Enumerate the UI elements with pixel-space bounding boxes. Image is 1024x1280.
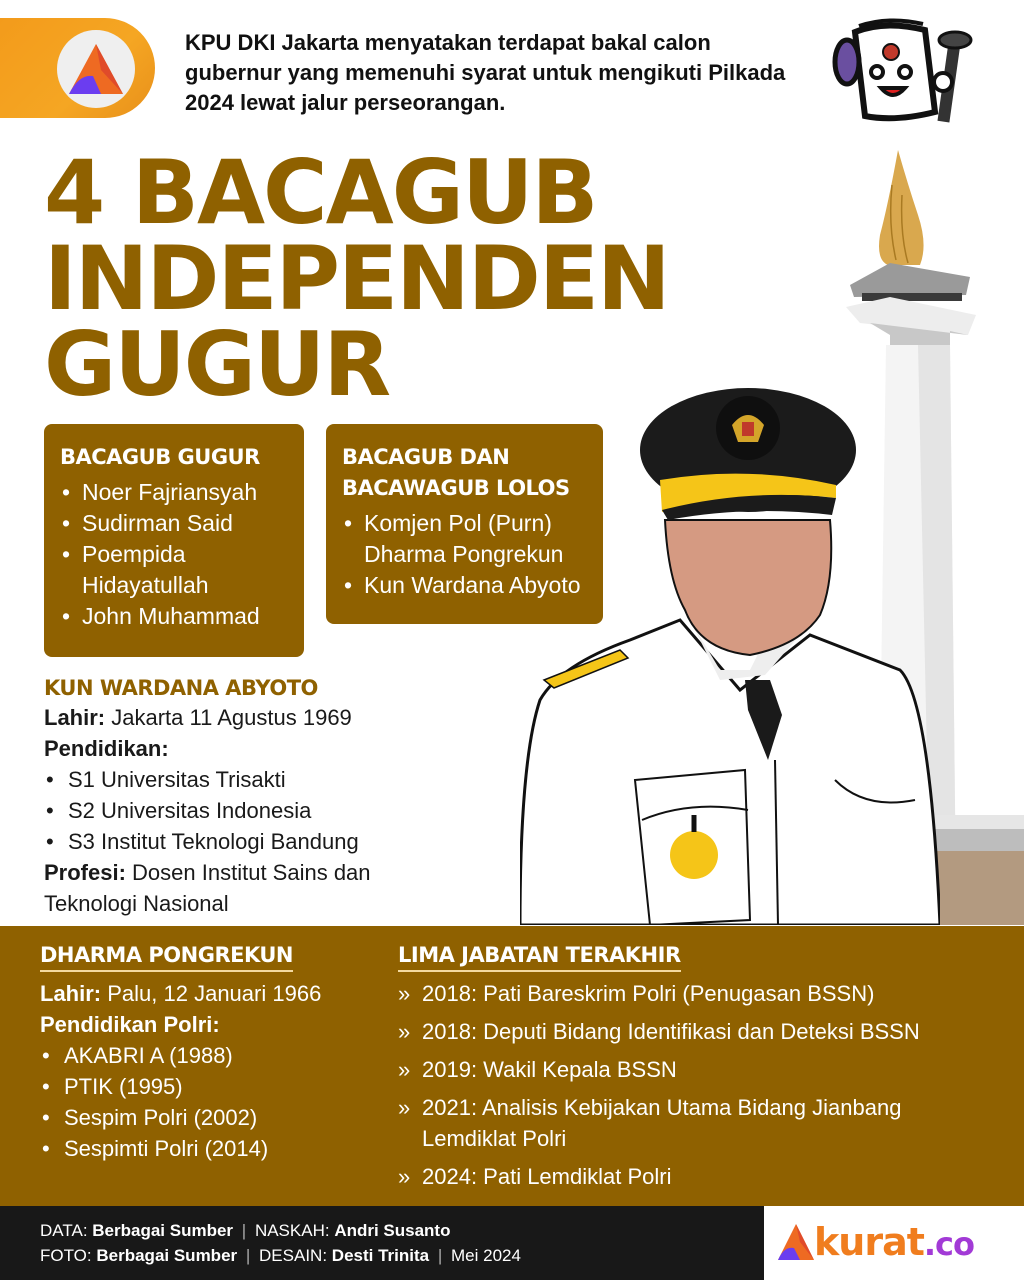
desain-value: Desti Trinita [331, 1246, 430, 1265]
list-item [398, 978, 998, 1009]
chevron-marker-icon: » [398, 1164, 411, 1189]
jabatan-text: 2018: Deputi Bidang Identifikasi dan Deteksi BSSN [422, 1019, 920, 1044]
jabatan-text: 2019: Wakil Kepala BSSN [422, 1057, 677, 1082]
brand-wordmark [814, 1220, 974, 1266]
lolos-heading: BACAGUB DAN BACAWAGUB LOLOS [342, 445, 570, 500]
list-item: • Poempida Hidayatullah [60, 539, 288, 601]
chevron-marker-icon: » [398, 1095, 411, 1120]
jabatan-text: 2018: Pati Bareskrim Polri (Penugasan BSSN) [422, 981, 875, 1006]
akurat-logo [57, 30, 135, 108]
data-label: DATA: [40, 1221, 88, 1240]
dharma-name: DHARMA PONGREKUN [40, 940, 293, 972]
naskah-label: NASKAH: [254, 1221, 330, 1240]
credits-line-1 [40, 1218, 521, 1243]
jabatan-text: 2024: Pati Lemdiklat Polri [422, 1164, 672, 1189]
chevron-marker-icon: » [398, 981, 411, 1006]
page-title [44, 141, 669, 416]
list-item: • S2 Universitas Indonesia [44, 795, 424, 826]
list-item: • AKABRI A (1988) [40, 1040, 380, 1071]
gugur-heading: BACAGUB GUGUR [60, 445, 260, 469]
kun-profesi [44, 857, 424, 919]
list-item: • Noer Fajriansyah [60, 477, 288, 508]
brand-tld: .co [923, 1225, 974, 1263]
list-item: • Kun Wardana Abyoto [342, 570, 587, 601]
kun-profile [44, 674, 424, 919]
kun-lahir [44, 702, 424, 733]
list-item: • Komjen Pol (Purn) Dharma Pongrekun [342, 508, 587, 570]
dharma-profile [40, 940, 380, 1164]
foto-label: FOTO: [40, 1246, 92, 1265]
list-item: • S1 Universitas Trisakti [44, 764, 424, 795]
list-item [398, 1092, 998, 1154]
pendidikan-label: Pendidikan Polri: [40, 1012, 220, 1037]
list-item: • S3 Institut Teknologi Bandung [44, 826, 424, 857]
foto-value: Berbagai Sumber [96, 1246, 238, 1265]
naskah-value: Andri Susanto [334, 1221, 451, 1240]
publish-date: Mei 2024 [451, 1246, 521, 1265]
akurat-brand-logo [764, 1206, 1024, 1280]
pendidikan-label: Pendidikan: [44, 736, 169, 761]
list-item [398, 1161, 998, 1192]
kun-pendidikan-label [44, 733, 424, 764]
list-item: • Sespim Polri (2002) [40, 1102, 380, 1133]
data-value: Berbagai Sumber [92, 1221, 234, 1240]
list-item: • Sespimti Polri (2014) [40, 1133, 380, 1164]
profesi-value: Dosen Institut Sains dan Teknologi Nasional [44, 860, 371, 916]
list-item [398, 1016, 998, 1047]
intro-text: KPU DKI Jakarta menyatakan terdapat bakal calon gubernur yang memenuhi syarat untuk mengikuti Pilkada 2024 lewat jalur perseorangan. [185, 30, 786, 115]
separator: | [241, 1221, 247, 1240]
jabatan-heading: LIMA JABATAN TERAKHIR [398, 940, 681, 972]
kpu-ballot-mascot-icon [825, 12, 985, 132]
separator: | [245, 1246, 251, 1265]
separator: | [437, 1246, 443, 1265]
kun-name: KUN WARDANA ABYOTO [44, 676, 318, 700]
credits-footer [0, 1206, 764, 1280]
gugur-list [60, 477, 288, 632]
title-line-2: INDEPENDEN [44, 227, 669, 330]
desain-label: DESAIN: [259, 1246, 328, 1265]
lahir-value: Jakarta 11 Agustus 1969 [111, 705, 352, 730]
lolos-box [326, 424, 603, 624]
title-line-1: 4 BACAGUB [44, 141, 597, 244]
brand-main: kurat [814, 1220, 924, 1264]
lahir-value: Palu, 12 Januari 1966 [107, 981, 322, 1006]
chevron-marker-icon: » [398, 1019, 411, 1044]
list-item: • Sudirman Said [60, 508, 288, 539]
akurat-a-logo-icon [776, 1222, 816, 1262]
lahir-label: Lahir: [40, 981, 102, 1006]
bottom-section [0, 926, 1024, 1206]
akurat-a-logo-icon [57, 30, 135, 108]
list-item [398, 1054, 998, 1085]
chevron-marker-icon: » [398, 1057, 411, 1082]
list-item: • PTIK (1995) [40, 1071, 380, 1102]
jabatan-text: 2021: Analisis Kebijakan Utama Bidang Jianbang Lemdiklat Polri [422, 1095, 902, 1151]
dharma-pendidikan-label [40, 1009, 380, 1040]
gugur-box [44, 424, 304, 657]
title-line-3: GUGUR [44, 313, 390, 416]
profesi-label: Profesi: [44, 860, 126, 885]
lolos-list [342, 508, 587, 601]
dharma-lahir [40, 978, 380, 1009]
lahir-label: Lahir: [44, 705, 106, 730]
list-item: • John Muhammad [60, 601, 288, 632]
credits [40, 1218, 521, 1268]
credits-line-2 [40, 1243, 521, 1268]
jabatan-list [398, 940, 998, 1199]
